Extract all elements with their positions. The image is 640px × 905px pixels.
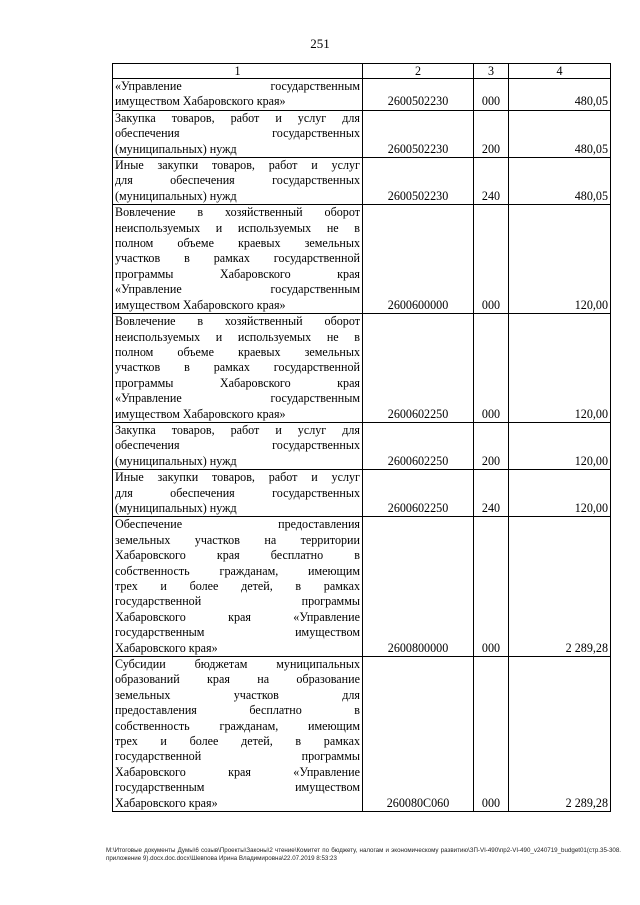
row-code: 2600502230: [363, 110, 474, 157]
table-row: [113, 657, 611, 812]
row-name-line: Субсидии бюджетам муниципальных: [115, 657, 360, 672]
row-name-line: Закупка товаров, работ и услуг для: [115, 110, 360, 125]
row-expense-type: 240: [474, 470, 509, 517]
row-name-line: программы Хабаровского края: [115, 375, 360, 390]
row-name-line: Вовлечение в хозяйственный оборот: [115, 205, 360, 220]
row-name-line: Хабаровского края бесплатно в: [115, 548, 360, 563]
row-amount: 120,00: [509, 470, 611, 517]
row-name-line: имуществом Хабаровского края»: [115, 406, 286, 421]
row-name-line: Хабаровского края»: [115, 640, 218, 655]
row-name-line: земельных участков на территории: [115, 532, 360, 547]
header-col-2: 2: [363, 64, 474, 79]
row-name: [113, 422, 363, 469]
row-name-line: (муниципальных) нужд: [115, 141, 237, 156]
row-name-line: образований края на образование: [115, 672, 360, 687]
row-amount: 120,00: [509, 314, 611, 423]
row-name-line: «Управление государственным: [115, 391, 360, 406]
row-expense-type: 000: [474, 205, 509, 314]
row-name-line: Обеспечение предоставления: [115, 517, 360, 532]
row-code: 260080С060: [363, 657, 474, 812]
row-name-line: государственной программы: [115, 594, 360, 609]
header-col-4: 4: [509, 64, 611, 79]
row-expense-type: 200: [474, 110, 509, 157]
row-name-line: государственным имуществом: [115, 780, 360, 795]
table-row: [113, 205, 611, 314]
row-name-line: собственность гражданам, имеющим: [115, 718, 360, 733]
row-expense-type: 000: [474, 79, 509, 111]
row-name-line: трех и более детей, в рамках: [115, 734, 360, 749]
table-row: [113, 79, 611, 111]
table-row: [113, 422, 611, 469]
row-name-line: трех и более детей, в рамках: [115, 579, 360, 593]
budget-table: [112, 63, 611, 812]
row-code: 2600602250: [363, 314, 474, 423]
row-expense-type: 000: [474, 517, 509, 657]
row-name-line: Иные закупки товаров, работ и услуг: [115, 470, 360, 485]
row-code: 2600502230: [363, 158, 474, 205]
row-code: 2600800000: [363, 517, 474, 657]
row-name-line: программы Хабаровского края: [115, 266, 360, 281]
row-name-line: предоставления бесплатно в: [115, 703, 360, 718]
table-row: [113, 470, 611, 517]
row-name-line: Иные закупки товаров, работ и услуг: [115, 158, 360, 173]
row-name-line: обеспечения государственных: [115, 438, 360, 453]
row-name-line: участков в рамках государственной: [115, 251, 360, 266]
row-name-line: полном объеме краевых земельных: [115, 344, 360, 359]
file-path-footer: М:\Итоговые документы Думы\6 созыв\Проекты\Законы\2 чтение\Комитет по бюджету, налогам и экономическому развитию\ЗП-VI-490\пр2-VI-490_v240719_budget01(стр.35-308. приложение 9).docx.doc.docx\Шевпова Ирина Владимировна\22.07.2019 8:53:23: [106, 847, 621, 862]
row-name-line: (муниципальных) нужд: [115, 500, 237, 515]
table-row: [113, 314, 611, 423]
row-amount: 480,05: [509, 79, 611, 111]
table-row: [113, 517, 611, 657]
row-name-line: земельных участков для: [115, 687, 360, 702]
row-name-line: имуществом Хабаровского края»: [115, 297, 286, 312]
table-body: [113, 79, 611, 812]
row-name-line: неиспользуемых и используемых не в: [115, 329, 360, 344]
row-name-line: для обеспечения государственных: [115, 173, 360, 188]
row-name-line: для обеспечения государственных: [115, 485, 360, 500]
header-col-1: 1: [113, 64, 363, 79]
row-name-line: собственность гражданам, имеющим: [115, 563, 360, 578]
row-name: [113, 110, 363, 157]
row-amount: 2 289,28: [509, 517, 611, 657]
row-expense-type: 000: [474, 657, 509, 812]
row-name-line: полном объеме краевых земельных: [115, 236, 360, 251]
row-name: [113, 314, 363, 423]
row-name-line: обеспечения государственных: [115, 126, 360, 141]
row-name-line: неиспользуемых и используемых не в: [115, 220, 360, 235]
table-row: [113, 110, 611, 157]
row-name-line: государственной программы: [115, 749, 360, 764]
row-code: 2600602250: [363, 422, 474, 469]
row-amount: 120,00: [509, 205, 611, 314]
row-name: [113, 470, 363, 517]
row-name-line: Хабаровского края «Управление: [115, 764, 360, 779]
row-name-line: участков в рамках государственной: [115, 360, 360, 375]
row-code: 2600602250: [363, 470, 474, 517]
row-expense-type: 200: [474, 422, 509, 469]
page-number: 251: [310, 36, 330, 51]
table-row: [113, 158, 611, 205]
row-amount: 2 289,28: [509, 657, 611, 812]
table-header-row: [113, 64, 611, 79]
row-code: 2600600000: [363, 205, 474, 314]
row-name-line: (муниципальных) нужд: [115, 188, 237, 203]
row-name-line: «Управление государственным: [115, 282, 360, 297]
row-amount: 480,05: [509, 110, 611, 157]
row-name: [113, 79, 363, 111]
row-name: [113, 205, 363, 314]
row-name-line: Вовлечение в хозяйственный оборот: [115, 314, 360, 329]
row-name: [113, 158, 363, 205]
row-expense-type: 240: [474, 158, 509, 205]
row-name-line: Хабаровского края «Управление: [115, 609, 360, 624]
header-col-3: 3: [474, 64, 509, 79]
row-name-line: «Управление государственным: [115, 79, 360, 93]
row-name-line: Закупка товаров, работ и услуг для: [115, 422, 360, 437]
row-name-line: Хабаровского края»: [115, 795, 218, 810]
row-amount: 480,05: [509, 158, 611, 205]
row-name: [113, 517, 363, 657]
row-expense-type: 000: [474, 314, 509, 423]
row-name-line: государственным имуществом: [115, 625, 360, 640]
row-amount: 120,00: [509, 422, 611, 469]
row-name: [113, 657, 363, 812]
row-code: 2600502230: [363, 79, 474, 111]
row-name-line: (муниципальных) нужд: [115, 453, 237, 468]
row-name-line: имуществом Хабаровского края»: [115, 94, 286, 109]
